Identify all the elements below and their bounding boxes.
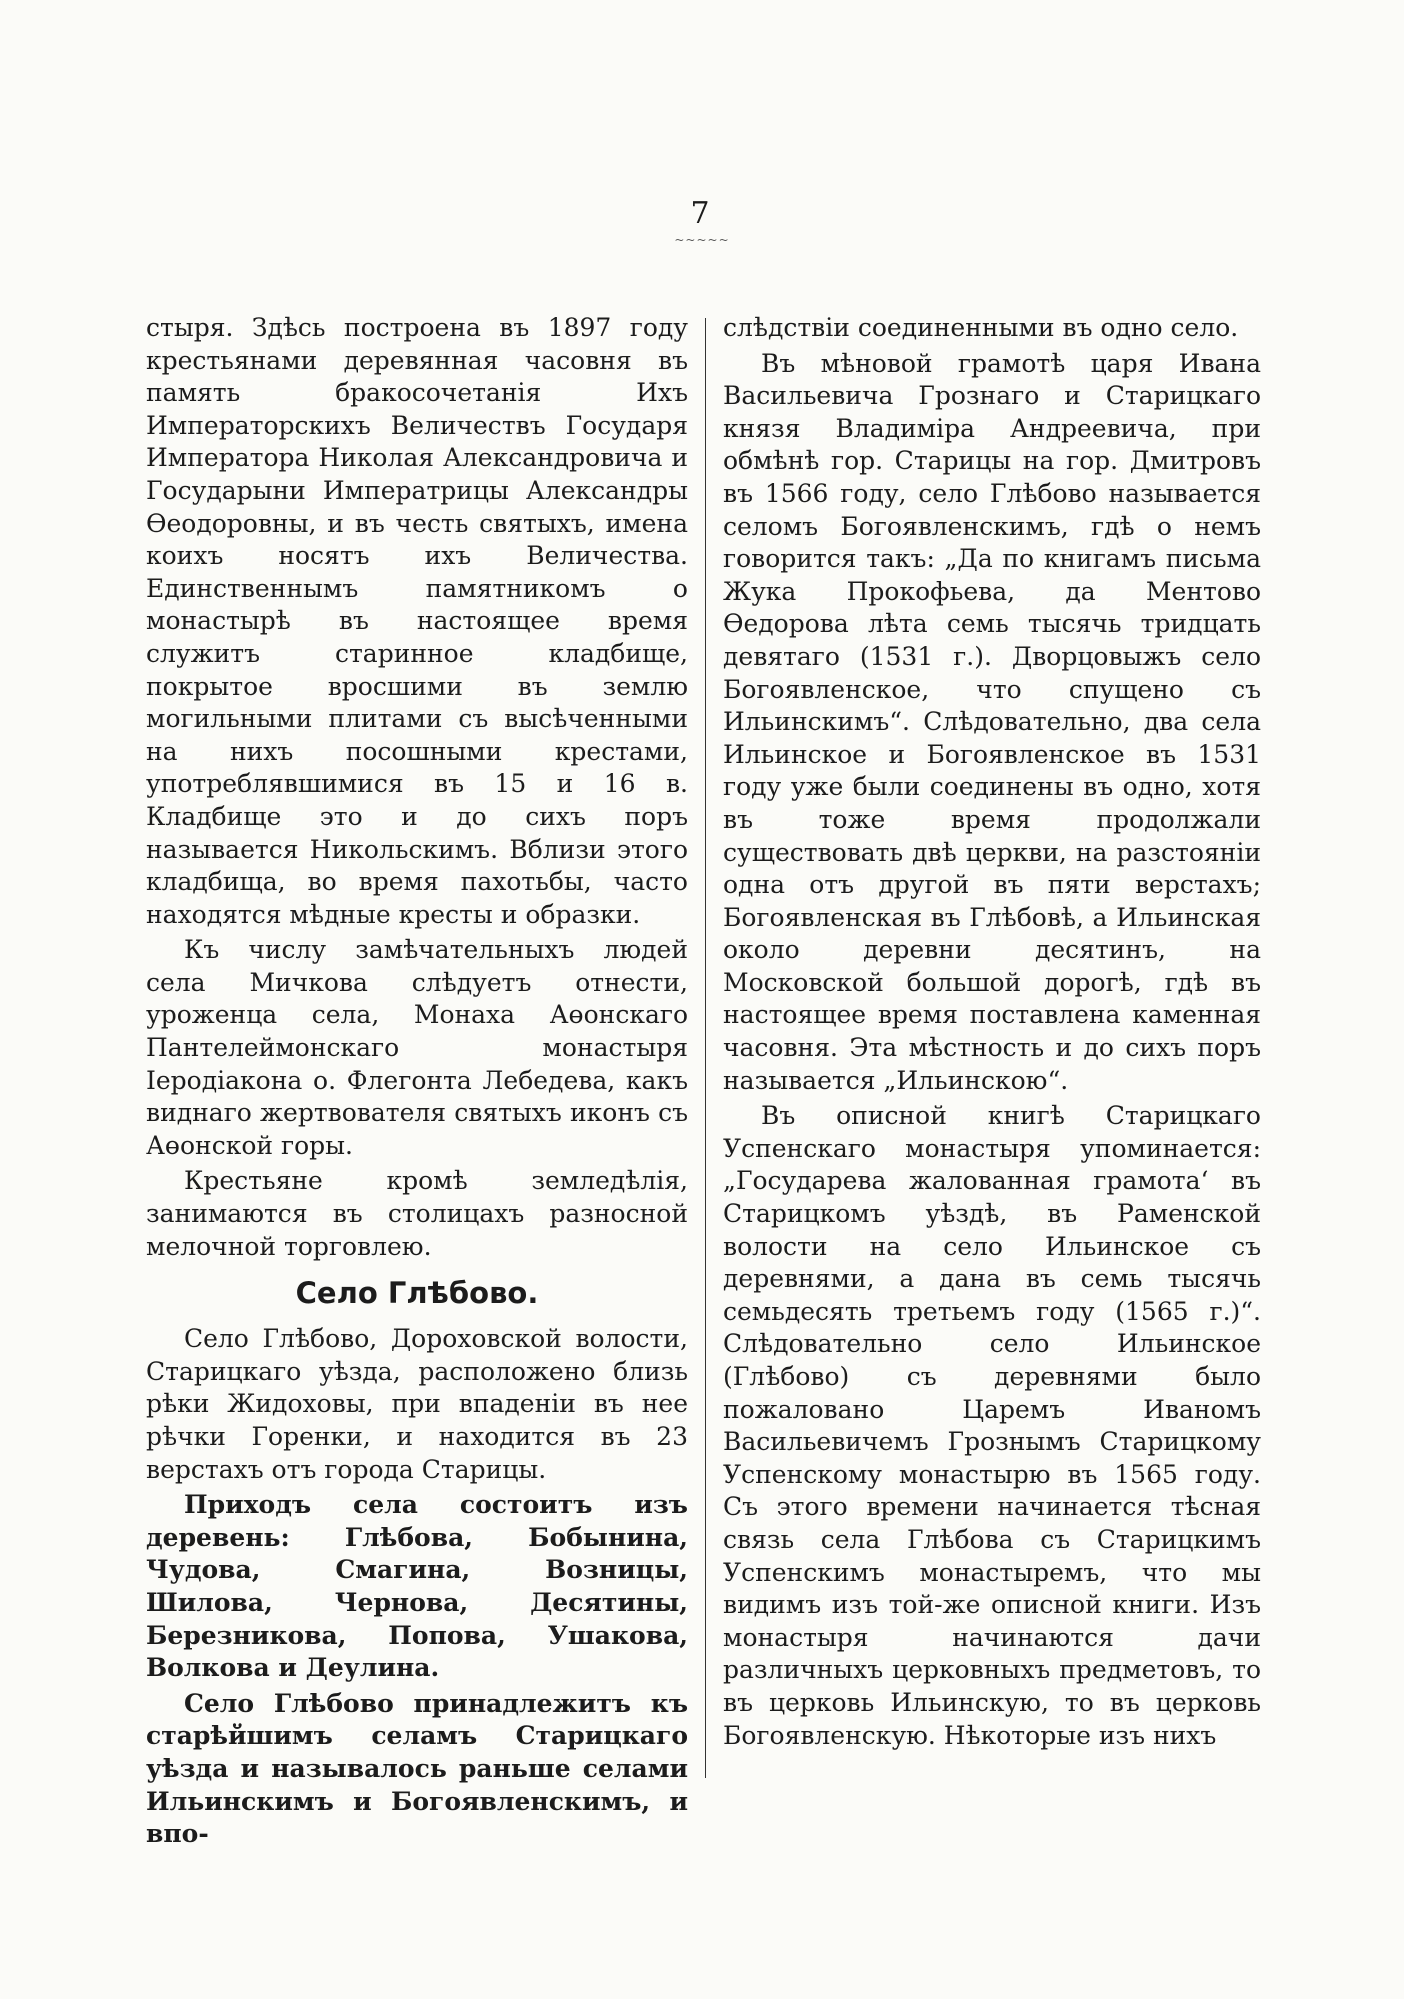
left-paragraph-parish: Приходъ села состоитъ изъ деревень: Глѣбова, Бобынина, Чудова, Смагина, Возницы, Шилова, Чернова, Десятины, Березникова, Попова, Ушакова, Волкова и Деулина.	[146, 1490, 688, 1683]
section-heading: Село Глѣбово.	[295, 1276, 539, 1311]
page-number: 7	[690, 196, 710, 231]
right-paragraph-exchange-charter: Въ мѣновой грамотѣ царя Ивана Васильевича Грознаго и Старицкаго князя Владиміра Андреевича, при обмѣнѣ гор. Старицы на гор. Дмитровъ въ 1566 году, село Глѣбово называется селомъ Богоявленскимъ, гдѣ о немъ говорится такъ: „Да по книгамъ письма Жука Прокофьева, да Ментово Өедорова лѣта семь тысячь тридцать девятаго (1531 г.). Дворцовыжъ село Богоявленское, что спущено съ Ильинскимъ“. Слѣдовательно, два села Ильинское и Богоявленское въ 1531 году уже были соединены въ одно, хотя въ тоже время продолжали существовать двѣ церкви, на разстояніи одна отъ другой въ пяти верстахъ; Богоявленская въ Глѣбовѣ, а Ильинская около деревни десятинъ, на Московской большой дорогѣ, гдѣ въ настоящее время поставлена каменная часовня. Эта мѣстность и до сихъ поръ называется „Ильинскою“.	[723, 348, 1261, 1095]
left-paragraph-peasants: Крестьяне кромѣ земледѣлія, занимаются въ столицахъ разносной мелочной торговлею.	[146, 1166, 688, 1261]
right-paragraph-continuation: слѣдствіи соединенными въ одно село.	[723, 313, 1239, 342]
column-divider	[705, 318, 706, 1778]
right-paragraph-inventory-book: Въ описной книгѣ Старицкаго Успенскаго монастыря упоминается: „Государева жалованная грамота‘ въ Старицкомъ уѣздѣ, въ Раменской волости на село Ильинское съ деревнями, а дана въ семь тысячь семьдесять третьемъ году (1565 г.)“. Слѣдовательно село Ильинское (Глѣбово) съ деревнями было пожаловано Царемъ Иваномъ Васильевичемъ Грознымъ Старицкому Успенскому монастырю въ 1565 году. Съ этого времени начинается тѣсная связь села Глѣбова съ Старицкимъ Успенскимъ монастыремъ, что мы видимъ изъ той-же описной книги. Изъ монастыря начинаются дачи различныхъ церковныхъ предметовъ, то въ церковь Ильинскую, то въ церковь Богоявленскую. Нѣкоторые изъ нихъ	[723, 1101, 1261, 1750]
left-paragraph-notable-people: Къ числу замѣчательныхъ людей села Мичкова слѣдуетъ отнести, уроженца села, Монаха Аөонскаго Пантелеймонскаго монастыря Іеродіакона о. Флегонта Лебедева, какъ виднаго жертвователя святыхъ иконъ съ Аөонской горы.	[146, 935, 688, 1160]
left-paragraph-continuation: стыря. Здѣсь построена въ 1897 году крестьянами деревянная часовня въ память бракосочетанія Ихъ Императорскихъ Величествъ Государя Императора Николая Александровича и Государыни Императрицы Александры Өеодоровны, и въ честь святыхъ, имена коихъ носятъ ихъ Величества. Единственнымъ памятникомъ о монастырѣ въ настоящее время служитъ старинное кладбище, покрытое вросшими въ землю могильными плитами съ высѣченными на нихъ посошными крестами, употреблявшимися въ 15 и 16 в. Кладбище это и до сихъ поръ называется Никольскимъ. Вблизи этого кладбища, во время пахотьбы, часто находятся мѣдные кресты и образки.	[146, 313, 688, 929]
right-column	[723, 312, 1261, 1752]
left-paragraph-history: Село Глѣбово принадлежитъ къ старѣйшимъ селамъ Старицкаго уѣзда и называлось раньше селами Ильинскимъ и Богоявленскимъ, и впо-	[146, 1688, 688, 1849]
page-number-ornament: ~~~~~	[674, 233, 730, 247]
left-paragraph-location: Село Глѣбово, Дороховской волости, Старицкаго уѣзда, расположено близь рѣки Жидоховы, при впаденіи въ нее рѣчки Горенки, и находится въ 23 верстахъ отъ города Старицы.	[146, 1324, 688, 1484]
left-column	[146, 312, 688, 1851]
